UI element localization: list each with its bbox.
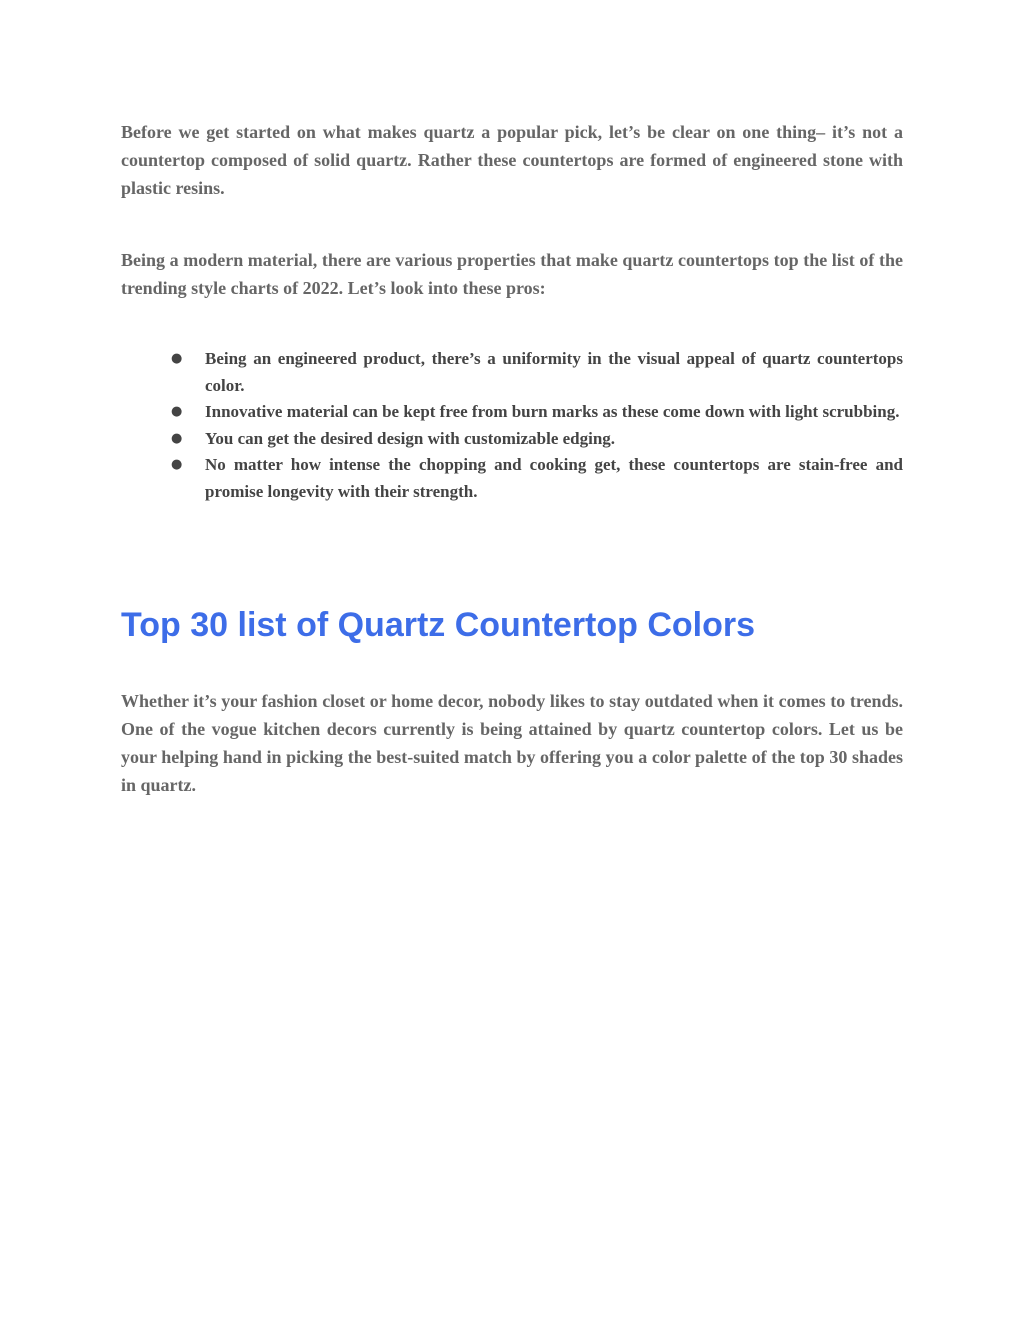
bullet-icon: ● xyxy=(171,351,183,366)
list-item-text: Innovative material can be kept free from burn marks as these come down with light scrubbing. xyxy=(205,402,900,421)
list-item-text: No matter how intense the chopping and cooking get, these countertops are stain-free and promise longevity with their strength. xyxy=(205,455,903,501)
properties-paragraph: Being a modern material, there are various properties that make quartz countertops top the list of the trending style charts of 2022. Let’s look into these pros: xyxy=(121,250,903,298)
bullet-icon: ● xyxy=(171,457,183,472)
list-item xyxy=(121,452,903,505)
list-item xyxy=(121,399,903,426)
list-item xyxy=(121,426,903,453)
section-heading: Top 30 list of Quartz Countertop Colors xyxy=(121,606,756,644)
list-item-text: Being an engineered product, there’s a uniformity in the visual appeal of quartz countertops color. xyxy=(205,349,903,395)
document-content xyxy=(121,118,903,799)
bullet-icon: ● xyxy=(171,430,183,446)
bullet-icon: ● xyxy=(171,404,183,419)
list-item xyxy=(121,346,903,399)
pros-list xyxy=(121,346,903,505)
trends-paragraph: Whether it’s your fashion closet or home decor, nobody likes to stay outdated when it comes to trends. One of the vogue kitchen decors currently is being attained by quartz countertop colors. Let us be your helping hand in picking the best-suited match by offering you a color palette of the top 30 shades in quartz. xyxy=(121,691,903,795)
intro-paragraph: Before we get started on what makes quartz a popular pick, let’s be clear on one thing– it’s not a countertop composed of solid quartz. Rather these countertops are formed of engineered stone with plastic resins. xyxy=(121,122,903,198)
list-item-text: You can get the desired design with customizable edging. xyxy=(205,428,616,448)
